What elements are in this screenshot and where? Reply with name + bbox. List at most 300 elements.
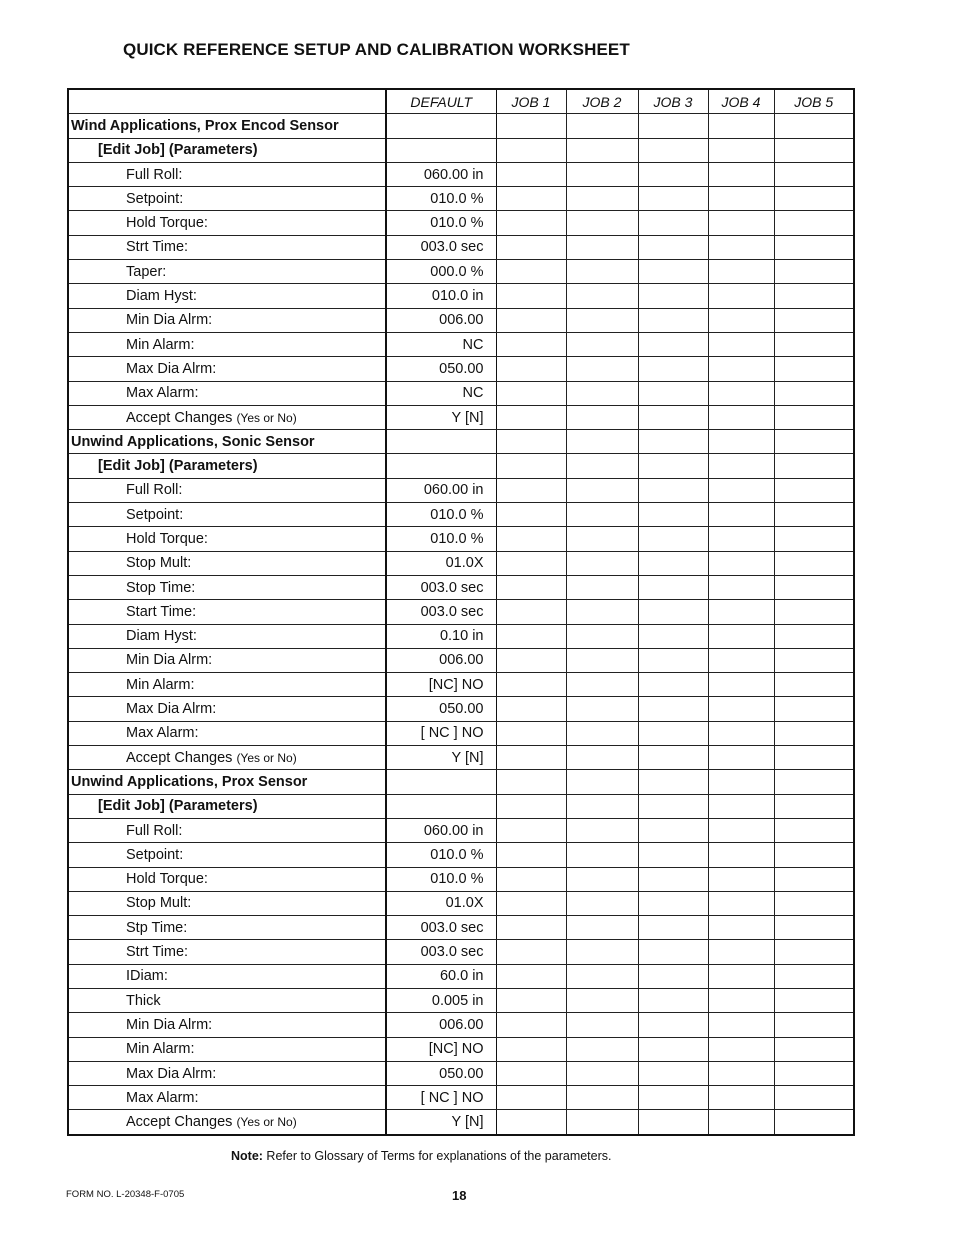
job-3-entry-cell[interactable]	[638, 138, 708, 162]
parameter-label: Hold Torque:	[126, 530, 208, 547]
job-1-entry-cell[interactable]	[496, 600, 566, 624]
job-1-entry-cell[interactable]	[496, 988, 566, 1012]
job-3-entry-cell[interactable]	[638, 503, 708, 527]
job-3-entry-cell[interactable]	[638, 430, 708, 454]
table-row	[68, 381, 854, 405]
job-1-entry-cell[interactable]	[496, 405, 566, 429]
parameter-label: Stop Mult:	[126, 895, 192, 912]
job-1-entry-cell[interactable]	[496, 794, 566, 818]
job-2-entry-cell[interactable]	[566, 940, 638, 964]
job-5-entry-cell[interactable]	[774, 624, 854, 648]
job-5-entry-cell[interactable]	[774, 187, 854, 211]
job-3-entry-cell[interactable]	[638, 673, 708, 697]
job-2-entry-cell[interactable]	[566, 746, 638, 770]
parameter-label-cell	[68, 575, 386, 599]
job-1-entry-cell[interactable]	[496, 430, 566, 454]
parameter-label-cell	[68, 1037, 386, 1061]
job-4-entry-cell[interactable]	[708, 988, 774, 1012]
job-1-entry-cell[interactable]	[496, 843, 566, 867]
default-value-cell: 003.0 sec	[386, 575, 496, 599]
job-1-entry-cell[interactable]	[496, 332, 566, 356]
job-1-entry-cell[interactable]	[496, 381, 566, 405]
job-3-entry-cell[interactable]	[638, 964, 708, 988]
job-5-entry-cell[interactable]	[774, 794, 854, 818]
job-5-entry-cell[interactable]	[774, 405, 854, 429]
job-3-entry-cell[interactable]	[638, 187, 708, 211]
job-2-entry-cell[interactable]	[566, 600, 638, 624]
job-4-entry-cell[interactable]	[708, 697, 774, 721]
parameter-label-cell	[68, 381, 386, 405]
parameter-label: Unwind Applications, Prox Sensor	[71, 773, 308, 790]
job-1-entry-cell[interactable]	[496, 114, 566, 138]
job-1-entry-cell[interactable]	[496, 624, 566, 648]
job-1-entry-cell[interactable]	[496, 818, 566, 842]
header-row	[68, 89, 854, 114]
job-2-entry-cell[interactable]	[566, 527, 638, 551]
section-heading-cell	[68, 430, 386, 454]
parameter-label-cell	[68, 891, 386, 915]
job-5-entry-cell[interactable]	[774, 891, 854, 915]
job-5-entry-cell[interactable]	[774, 818, 854, 842]
job-3-entry-cell[interactable]	[638, 332, 708, 356]
job-3-entry-cell[interactable]	[638, 162, 708, 186]
note-label: Note:	[231, 1149, 263, 1163]
job-3-entry-cell[interactable]	[638, 454, 708, 478]
job-4-entry-cell[interactable]	[708, 818, 774, 842]
job-3-entry-cell[interactable]	[638, 1110, 708, 1135]
job-3-entry-cell[interactable]	[638, 381, 708, 405]
default-value-cell: 060.00 in	[386, 818, 496, 842]
column-header-job-2: JOB 2	[566, 89, 638, 114]
job-4-entry-cell[interactable]	[708, 211, 774, 235]
job-5-entry-cell[interactable]	[774, 211, 854, 235]
default-value-cell: [ NC ] NO	[386, 1086, 496, 1110]
job-3-entry-cell[interactable]	[638, 600, 708, 624]
job-3-entry-cell[interactable]	[638, 1086, 708, 1110]
job-2-entry-cell[interactable]	[566, 1013, 638, 1037]
job-1-entry-cell[interactable]	[496, 1013, 566, 1037]
job-1-entry-cell[interactable]	[496, 867, 566, 891]
job-5-entry-cell[interactable]	[774, 964, 854, 988]
job-4-entry-cell[interactable]	[708, 1086, 774, 1110]
job-3-entry-cell[interactable]	[638, 235, 708, 259]
job-5-entry-cell[interactable]	[774, 648, 854, 672]
job-4-entry-cell[interactable]	[708, 357, 774, 381]
job-3-entry-cell[interactable]	[638, 114, 708, 138]
job-3-entry-cell[interactable]	[638, 211, 708, 235]
parameter-label: Max Dia Alrm:	[126, 1065, 217, 1082]
job-4-entry-cell[interactable]	[708, 916, 774, 940]
job-1-entry-cell[interactable]	[496, 235, 566, 259]
job-4-entry-cell[interactable]	[708, 891, 774, 915]
job-3-entry-cell[interactable]	[638, 891, 708, 915]
job-5-entry-cell[interactable]	[774, 260, 854, 284]
job-3-entry-cell[interactable]	[638, 770, 708, 794]
parameter-label: Min Dia Alrm:	[126, 312, 213, 329]
parameter-label: Max Dia Alrm:	[126, 360, 217, 377]
job-3-entry-cell[interactable]	[638, 1061, 708, 1085]
parameter-label-cell	[68, 187, 386, 211]
job-5-entry-cell[interactable]	[774, 916, 854, 940]
parameter-label: Full Roll:	[126, 166, 183, 183]
parameter-label: Wind Applications, Prox Encod Sensor	[71, 117, 339, 134]
job-3-entry-cell[interactable]	[638, 721, 708, 745]
job-3-entry-cell[interactable]	[638, 624, 708, 648]
job-3-entry-cell[interactable]	[638, 1013, 708, 1037]
job-2-entry-cell[interactable]	[566, 260, 638, 284]
parameter-label: Min Alarm:	[126, 676, 195, 693]
job-3-entry-cell[interactable]	[638, 746, 708, 770]
subheading-cell	[68, 454, 386, 478]
job-4-entry-cell[interactable]	[708, 600, 774, 624]
subheading-cell	[68, 138, 386, 162]
default-value-cell: 050.00	[386, 357, 496, 381]
table-row	[68, 600, 854, 624]
default-value-cell: 010.0 %	[386, 843, 496, 867]
job-1-entry-cell[interactable]	[496, 162, 566, 186]
job-5-entry-cell[interactable]	[774, 357, 854, 381]
job-2-entry-cell[interactable]	[566, 673, 638, 697]
footnote	[231, 1149, 612, 1163]
job-5-entry-cell[interactable]	[774, 478, 854, 502]
parameter-label-cell	[68, 600, 386, 624]
job-1-entry-cell[interactable]	[496, 211, 566, 235]
job-4-entry-cell[interactable]	[708, 1110, 774, 1135]
job-2-entry-cell[interactable]	[566, 235, 638, 259]
job-1-entry-cell[interactable]	[496, 673, 566, 697]
parameter-label: Min Alarm:	[126, 336, 195, 353]
default-value-cell: 010.0 %	[386, 503, 496, 527]
job-2-entry-cell[interactable]	[566, 794, 638, 818]
job-2-entry-cell[interactable]	[566, 478, 638, 502]
job-1-entry-cell[interactable]	[496, 746, 566, 770]
parameter-label-cell	[68, 1110, 386, 1135]
default-value-cell: [NC] NO	[386, 1037, 496, 1061]
job-1-entry-cell[interactable]	[496, 575, 566, 599]
job-1-entry-cell[interactable]	[496, 697, 566, 721]
job-5-entry-cell[interactable]	[774, 503, 854, 527]
job-2-entry-cell[interactable]	[566, 332, 638, 356]
job-4-entry-cell[interactable]	[708, 332, 774, 356]
job-4-entry-cell[interactable]	[708, 746, 774, 770]
job-1-entry-cell[interactable]	[496, 478, 566, 502]
parameter-label-cell	[68, 551, 386, 575]
job-3-entry-cell[interactable]	[638, 940, 708, 964]
job-2-entry-cell[interactable]	[566, 1037, 638, 1061]
default-value-cell: NC	[386, 381, 496, 405]
default-value-cell	[386, 794, 496, 818]
job-2-entry-cell[interactable]	[566, 503, 638, 527]
job-5-entry-cell[interactable]	[774, 284, 854, 308]
parameter-label: Thick	[126, 992, 161, 1009]
job-5-entry-cell[interactable]	[774, 235, 854, 259]
parameter-label: [Edit Job] (Parameters)	[98, 142, 258, 159]
job-1-entry-cell[interactable]	[496, 527, 566, 551]
job-4-entry-cell[interactable]	[708, 454, 774, 478]
job-4-entry-cell[interactable]	[708, 478, 774, 502]
parameter-label-cell	[68, 235, 386, 259]
job-4-entry-cell[interactable]	[708, 673, 774, 697]
job-3-entry-cell[interactable]	[638, 478, 708, 502]
default-value-cell	[386, 454, 496, 478]
job-3-entry-cell[interactable]	[638, 697, 708, 721]
parameter-label-cell	[68, 357, 386, 381]
parameter-label-cell	[68, 721, 386, 745]
job-2-entry-cell[interactable]	[566, 575, 638, 599]
job-1-entry-cell[interactable]	[496, 648, 566, 672]
job-1-entry-cell[interactable]	[496, 770, 566, 794]
job-4-entry-cell[interactable]	[708, 1037, 774, 1061]
job-2-entry-cell[interactable]	[566, 1061, 638, 1085]
default-value-cell	[386, 430, 496, 454]
job-1-entry-cell[interactable]	[496, 503, 566, 527]
job-5-entry-cell[interactable]	[774, 454, 854, 478]
job-4-entry-cell[interactable]	[708, 721, 774, 745]
job-2-entry-cell[interactable]	[566, 843, 638, 867]
job-4-entry-cell[interactable]	[708, 187, 774, 211]
job-5-entry-cell[interactable]	[774, 770, 854, 794]
job-2-entry-cell[interactable]	[566, 187, 638, 211]
job-4-entry-cell[interactable]	[708, 430, 774, 454]
job-5-entry-cell[interactable]	[774, 381, 854, 405]
job-1-entry-cell[interactable]	[496, 357, 566, 381]
job-2-entry-cell[interactable]	[566, 162, 638, 186]
default-value-cell: 050.00	[386, 1061, 496, 1085]
table-row	[68, 648, 854, 672]
job-5-entry-cell[interactable]	[774, 138, 854, 162]
job-4-entry-cell[interactable]	[708, 1013, 774, 1037]
page-title: QUICK REFERENCE SETUP AND CALIBRATION WORKSHEET	[123, 40, 630, 59]
job-3-entry-cell[interactable]	[638, 357, 708, 381]
job-4-entry-cell[interactable]	[708, 794, 774, 818]
job-5-entry-cell[interactable]	[774, 1110, 854, 1135]
default-value-cell: Y [N]	[386, 405, 496, 429]
default-value-cell: [NC] NO	[386, 673, 496, 697]
job-3-entry-cell[interactable]	[638, 794, 708, 818]
job-5-entry-cell[interactable]	[774, 1086, 854, 1110]
job-5-entry-cell[interactable]	[774, 1061, 854, 1085]
default-value-cell: 010.0 %	[386, 527, 496, 551]
job-4-entry-cell[interactable]	[708, 405, 774, 429]
table-row	[68, 1037, 854, 1061]
parameter-label: Diam Hyst:	[126, 628, 197, 645]
parameter-label: Setpoint:	[126, 846, 184, 863]
parameter-label-cell	[68, 624, 386, 648]
job-1-entry-cell[interactable]	[496, 138, 566, 162]
job-4-entry-cell[interactable]	[708, 308, 774, 332]
job-2-entry-cell[interactable]	[566, 284, 638, 308]
worksheet-body	[68, 89, 854, 1135]
job-5-entry-cell[interactable]	[774, 600, 854, 624]
job-4-entry-cell[interactable]	[708, 162, 774, 186]
job-5-entry-cell[interactable]	[774, 697, 854, 721]
job-5-entry-cell[interactable]	[774, 332, 854, 356]
job-2-entry-cell[interactable]	[566, 138, 638, 162]
table-row	[68, 1013, 854, 1037]
job-1-entry-cell[interactable]	[496, 721, 566, 745]
job-2-entry-cell[interactable]	[566, 916, 638, 940]
job-1-entry-cell[interactable]	[496, 1086, 566, 1110]
job-4-entry-cell[interactable]	[708, 235, 774, 259]
job-4-entry-cell[interactable]	[708, 770, 774, 794]
column-header-job-3: JOB 3	[638, 89, 708, 114]
job-5-entry-cell[interactable]	[774, 162, 854, 186]
job-1-entry-cell[interactable]	[496, 1110, 566, 1135]
job-1-entry-cell[interactable]	[496, 1037, 566, 1061]
job-5-entry-cell[interactable]	[774, 430, 854, 454]
job-4-entry-cell[interactable]	[708, 940, 774, 964]
job-4-entry-cell[interactable]	[708, 648, 774, 672]
job-2-entry-cell[interactable]	[566, 964, 638, 988]
job-2-entry-cell[interactable]	[566, 891, 638, 915]
job-4-entry-cell[interactable]	[708, 843, 774, 867]
job-2-entry-cell[interactable]	[566, 114, 638, 138]
job-2-entry-cell[interactable]	[566, 211, 638, 235]
job-5-entry-cell[interactable]	[774, 940, 854, 964]
job-3-entry-cell[interactable]	[638, 648, 708, 672]
job-5-entry-cell[interactable]	[774, 575, 854, 599]
job-2-entry-cell[interactable]	[566, 381, 638, 405]
job-2-entry-cell[interactable]	[566, 308, 638, 332]
job-4-entry-cell[interactable]	[708, 551, 774, 575]
job-2-entry-cell[interactable]	[566, 697, 638, 721]
parameter-label-cell	[68, 697, 386, 721]
job-4-entry-cell[interactable]	[708, 381, 774, 405]
job-1-entry-cell[interactable]	[496, 916, 566, 940]
column-header-default: DEFAULT	[386, 89, 496, 114]
job-2-entry-cell[interactable]	[566, 357, 638, 381]
parameter-label-cell	[68, 818, 386, 842]
parameter-label-cell	[68, 964, 386, 988]
job-1-entry-cell[interactable]	[496, 284, 566, 308]
job-2-entry-cell[interactable]	[566, 551, 638, 575]
table-row	[68, 308, 854, 332]
column-header-job-4: JOB 4	[708, 89, 774, 114]
job-2-entry-cell[interactable]	[566, 624, 638, 648]
job-1-entry-cell[interactable]	[496, 891, 566, 915]
job-5-entry-cell[interactable]	[774, 114, 854, 138]
job-4-entry-cell[interactable]	[708, 1061, 774, 1085]
parameter-label: Accept Changes	[126, 749, 237, 766]
job-5-entry-cell[interactable]	[774, 843, 854, 867]
job-4-entry-cell[interactable]	[708, 527, 774, 551]
default-value-cell: 060.00 in	[386, 162, 496, 186]
job-3-entry-cell[interactable]	[638, 284, 708, 308]
job-3-entry-cell[interactable]	[638, 405, 708, 429]
job-3-entry-cell[interactable]	[638, 308, 708, 332]
job-2-entry-cell[interactable]	[566, 988, 638, 1012]
default-value-cell	[386, 138, 496, 162]
job-2-entry-cell[interactable]	[566, 648, 638, 672]
job-1-entry-cell[interactable]	[496, 1061, 566, 1085]
parameter-label-cell	[68, 1013, 386, 1037]
table-row	[68, 721, 854, 745]
default-value-cell: 010.0 in	[386, 284, 496, 308]
parameter-label: Setpoint:	[126, 190, 184, 207]
job-2-entry-cell[interactable]	[566, 454, 638, 478]
job-2-entry-cell[interactable]	[566, 405, 638, 429]
parameter-label-cell	[68, 503, 386, 527]
job-5-entry-cell[interactable]	[774, 1037, 854, 1061]
job-2-entry-cell[interactable]	[566, 867, 638, 891]
job-3-entry-cell[interactable]	[638, 260, 708, 284]
default-value-cell: NC	[386, 332, 496, 356]
job-1-entry-cell[interactable]	[496, 454, 566, 478]
job-3-entry-cell[interactable]	[638, 916, 708, 940]
job-1-entry-cell[interactable]	[496, 551, 566, 575]
default-value-cell: 006.00	[386, 648, 496, 672]
job-3-entry-cell[interactable]	[638, 1037, 708, 1061]
job-4-entry-cell[interactable]	[708, 624, 774, 648]
parameter-label: Full Roll:	[126, 822, 183, 839]
job-5-entry-cell[interactable]	[774, 673, 854, 697]
job-1-entry-cell[interactable]	[496, 940, 566, 964]
default-value-cell: 060.00 in	[386, 478, 496, 502]
table-row	[68, 794, 854, 818]
job-3-entry-cell[interactable]	[638, 818, 708, 842]
job-5-entry-cell[interactable]	[774, 746, 854, 770]
parameter-label-cell	[68, 867, 386, 891]
job-5-entry-cell[interactable]	[774, 527, 854, 551]
job-2-entry-cell[interactable]	[566, 430, 638, 454]
table-row	[68, 770, 854, 794]
job-4-entry-cell[interactable]	[708, 138, 774, 162]
job-5-entry-cell[interactable]	[774, 988, 854, 1012]
job-4-entry-cell[interactable]	[708, 867, 774, 891]
job-3-entry-cell[interactable]	[638, 527, 708, 551]
parameter-label: Stop Mult:	[126, 555, 192, 572]
job-3-entry-cell[interactable]	[638, 551, 708, 575]
job-1-entry-cell[interactable]	[496, 308, 566, 332]
job-2-entry-cell[interactable]	[566, 1110, 638, 1135]
table-row	[68, 478, 854, 502]
parameter-label-cell	[68, 284, 386, 308]
job-4-entry-cell[interactable]	[708, 503, 774, 527]
table-row	[68, 818, 854, 842]
job-5-entry-cell[interactable]	[774, 867, 854, 891]
job-5-entry-cell[interactable]	[774, 551, 854, 575]
table-row	[68, 551, 854, 575]
job-1-entry-cell[interactable]	[496, 260, 566, 284]
job-2-entry-cell[interactable]	[566, 721, 638, 745]
job-5-entry-cell[interactable]	[774, 308, 854, 332]
section-heading-cell	[68, 114, 386, 138]
job-4-entry-cell[interactable]	[708, 575, 774, 599]
job-4-entry-cell[interactable]	[708, 260, 774, 284]
parameter-label: [Edit Job] (Parameters)	[98, 458, 258, 475]
parameter-label: Hold Torque:	[126, 871, 208, 888]
job-3-entry-cell[interactable]	[638, 843, 708, 867]
header-blank-cell	[68, 89, 386, 114]
job-2-entry-cell[interactable]	[566, 1086, 638, 1110]
parameter-label: Full Roll:	[126, 482, 183, 499]
parameter-label: Stop Time:	[126, 579, 196, 596]
job-4-entry-cell[interactable]	[708, 284, 774, 308]
job-4-entry-cell[interactable]	[708, 964, 774, 988]
parameter-label: Setpoint:	[126, 506, 184, 523]
job-2-entry-cell[interactable]	[566, 818, 638, 842]
table-row	[68, 332, 854, 356]
job-1-entry-cell[interactable]	[496, 187, 566, 211]
job-3-entry-cell[interactable]	[638, 988, 708, 1012]
job-2-entry-cell[interactable]	[566, 770, 638, 794]
job-5-entry-cell[interactable]	[774, 1013, 854, 1037]
job-5-entry-cell[interactable]	[774, 721, 854, 745]
job-3-entry-cell[interactable]	[638, 867, 708, 891]
job-1-entry-cell[interactable]	[496, 964, 566, 988]
job-4-entry-cell[interactable]	[708, 114, 774, 138]
job-3-entry-cell[interactable]	[638, 575, 708, 599]
